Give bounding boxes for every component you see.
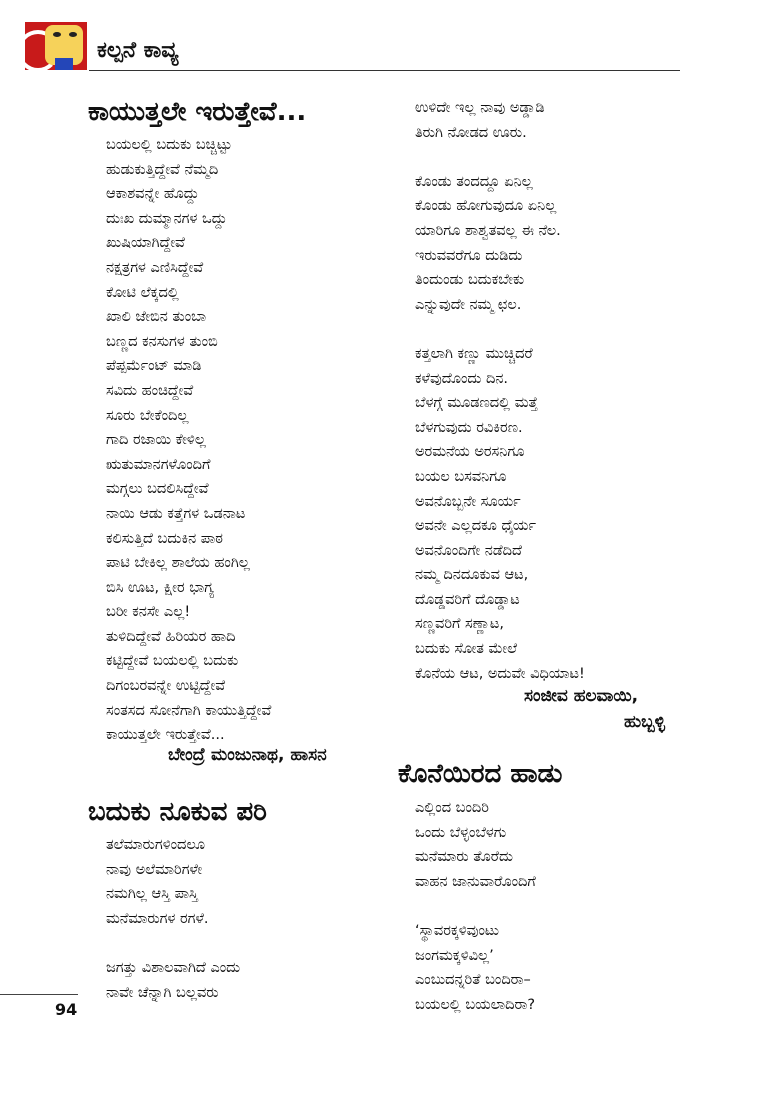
poem-line: ಬೆಳಗ್ಗೆ ಮೂಡಣದಲ್ಲಿ ಮತ್ತೆ bbox=[415, 395, 538, 412]
poem-3 bbox=[398, 758, 562, 790]
poem-line: ಎನ್ನುವುದೇ ನಮ್ಮ ಛಲ. bbox=[415, 296, 522, 313]
poem-line: ಕಾಯುತ್ತಲೇ ಇರುತ್ತೇವೆ... bbox=[106, 727, 225, 744]
poem-line: ಕಳೆವುದೊಂದು ದಿನ. bbox=[415, 370, 509, 387]
poem-line: ಬದುಕು ಸೋತ ಮೇಲೆ bbox=[415, 641, 518, 658]
poem-line: ಬಯಲಲ್ಲಿ ಬದುಕು ಬಚ್ಚಿಟ್ಟು bbox=[106, 137, 232, 153]
poem-line: ನಾವೇ ಚೆನ್ನಾಗಿ ಬಲ್ಲವರು bbox=[106, 984, 219, 1001]
poem-line: ಕೋಟಿ ಲೆಕ್ಕದಲ್ಲಿ bbox=[106, 284, 179, 301]
poem-1 bbox=[88, 96, 306, 128]
footer-divider bbox=[0, 994, 78, 995]
poem-line: ಇರುವವರೆಗೂ ದುಡಿದು bbox=[415, 247, 523, 264]
stanza-break bbox=[106, 931, 240, 956]
poem-line: ಖುಷಿಯಾಗಿದ್ದೇವೆ bbox=[106, 235, 185, 252]
poem-line: ಒಂದು ಬೆಳ್ಳಂಬೆಳಗು bbox=[415, 824, 507, 841]
poem-line: ಎಲ್ಲಿಂದ ಬಂದಿರಿ bbox=[415, 800, 489, 816]
poem-line: ತಿಂದುಂಡು ಬದುಕಬೇಕು bbox=[415, 272, 525, 289]
poem-3-title: ಕೊನೆಯಿರದ ಹಾಡು bbox=[398, 759, 563, 789]
poem-line: ಉಳಿದೇ ಇಲ್ಲ ನಾವು ಅಡ್ಡಾಡಿ bbox=[415, 100, 545, 116]
poem-line: ತಲೆಮಾರುಗಳಿಂದಲೂ bbox=[106, 837, 206, 853]
header-divider bbox=[89, 70, 680, 71]
poem-line: ತಿರುಗಿ ನೋಡದ ಊರು. bbox=[415, 124, 527, 141]
poem-2-title: ಬದುಕು ನೂಕುವ ಪರಿ bbox=[88, 797, 267, 827]
poem-line: ಕತ್ತಲಾಗಿ ಕಣ್ಣು ಮುಚ್ಚಿದರೆ bbox=[415, 345, 533, 362]
poem-line: ‘ಸ್ಥಾವರಕ್ಕಳಿವುಂಟು bbox=[415, 922, 499, 939]
stanza-break bbox=[415, 145, 585, 170]
poem-line: ಅವನೊಂದಿಗೇ ನಡೆದಿದೆ bbox=[415, 542, 522, 559]
poem-line: ಗಾದಿ ರಜಾಯಿ ಕೇಳಿಲ್ಲ bbox=[106, 432, 206, 449]
poem-line: ಸೂರು ಬೇಕೆಂದಿಲ್ಲ bbox=[106, 407, 189, 424]
poem-line: ವಾಹನ ಜಾನುವಾರೊಂದಿಗೆ bbox=[415, 873, 536, 890]
poem-2 bbox=[88, 796, 267, 828]
poem-line: ಕೊನೆಯ ಆಟ, ಅದುವೇ ವಿಧಿಯಾಟ! bbox=[415, 665, 585, 682]
poem-line: ಕಟ್ಟಿದ್ದೇವೆ ಬಯಲಲ್ಲಿ ಬದುಕು bbox=[106, 653, 239, 670]
poem-2-author-name: ಸಂಜೀವ ಹಲವಾಯಿ, bbox=[524, 686, 639, 706]
poem-line: ನಕ್ಷತ್ರಗಳ ಎಣಿಸಿದ್ದೇವೆ bbox=[106, 259, 204, 276]
poem-line: ದುಃಖ ದುಮ್ಮಾನಗಳ ಒದ್ದು bbox=[106, 210, 228, 227]
poem-3-lines bbox=[415, 796, 536, 1017]
poem-2-continued-lines bbox=[415, 96, 585, 686]
poem-line: ಬಿಸಿ ಊಟ, ಕ್ಷೀರ ಭಾಗ್ಯ bbox=[106, 579, 215, 596]
poem-2-author-place: ಹುಬ್ಬಳ್ಳಿ bbox=[624, 712, 665, 732]
poem-line: ಸವಿದು ಹಂಚಿದ್ದೇವೆ bbox=[106, 382, 194, 399]
poem-line: ಯಾರಿಗೂ ಶಾಶ್ವತವಲ್ಲ ಈ ನೆಲ. bbox=[415, 222, 561, 239]
poem-line: ಮನೆಮಾರುಗಳ ರಗಳೆ. bbox=[106, 910, 209, 927]
page-number: 94 bbox=[55, 1000, 78, 1019]
poem-line: ಸಣ್ಣವರಿಗೆ ಸಣ್ಣಾಟ, bbox=[415, 616, 504, 633]
poem-line: ಅವನೇ ಎಲ್ಲದಕೂ ಧೈರ್ಯ bbox=[415, 518, 536, 535]
section-title: ಕಲ್ಪನೆ ಕಾವ್ಯ bbox=[97, 38, 179, 63]
poem-line: ದಿಗಂಬರವನ್ನೇ ಉಟ್ಟಿದ್ದೇವೆ bbox=[106, 678, 226, 695]
poem-line: ಆಕಾಶವನ್ನೇ ಹೊದ್ದು bbox=[106, 186, 200, 203]
poem-line: ಅರಮನೆಯ ಅರಸನಿಗೂ bbox=[415, 444, 525, 461]
poem-line: ನಾವು ಅಲೆಮಾರಿಗಳೇ bbox=[106, 861, 203, 878]
poem-line: ಸಂತಸದ ಸೋನೆಗಾಗಿ ಕಾಯುತ್ತಿದ್ದೇವೆ bbox=[106, 702, 272, 719]
poem-line: ಎಂಬುದನ್ನರಿತೆ ಬಂದಿರಾ– bbox=[415, 972, 531, 989]
poem-line: ಅವನೊಬ್ಬನೇ ಸೂರ್ಯ bbox=[415, 493, 521, 510]
poem-line: ಪೆಪ್ಪರ್ಮೆಂಟ್ ಮಾಡಿ bbox=[106, 358, 202, 375]
poem-line: ಕಲಿಸುತ್ತಿದೆ ಬದುಕಿನ ಪಾಠ bbox=[106, 530, 223, 547]
poem-line: ದೊಡ್ಡವರಿಗೆ ದೊಡ್ಡಾಟ bbox=[415, 591, 520, 608]
poem-line: ಕೊಂಡು ತಂದದ್ದೂ ಏನಿಲ್ಲ bbox=[415, 173, 533, 190]
poem-2-lines bbox=[106, 833, 240, 1005]
poem-line: ನಮಗಿಲ್ಲ ಆಸ್ತಿ ಪಾಸ್ತಿ bbox=[106, 886, 198, 903]
poem-line: ಬೆಳಗುವುದು ರವಿಕಿರಣ. bbox=[415, 419, 523, 436]
poem-line: ಬಯಲಲ್ಲಿ ಬಯಲಾದಿರಾ? bbox=[415, 996, 536, 1013]
poem-line: ಖಾಲಿ ಜೇಬಿನ ತುಂಬಾ bbox=[106, 309, 207, 326]
poem-line: ನಾಯಿ ಆಡು ಕತ್ತೆಗಳ ಒಡನಾಟ bbox=[106, 505, 246, 522]
poem-line: ಮನೆಮಾರು ತೊರೆದು bbox=[415, 849, 513, 866]
poem-1-title: ಕಾಯುತ್ತಲೇ ಇರುತ್ತೇವೆ... bbox=[88, 97, 307, 127]
poem-line: ಜಗತ್ತು ವಿಶಾಲವಾಗಿದೆ ಎಂದು bbox=[106, 959, 241, 976]
poem-1-lines bbox=[106, 133, 271, 748]
poem-line: ಮಗ್ಗಲು ಬದಲಿಸಿದ್ದೇವೆ bbox=[106, 481, 209, 498]
poem-line: ಬರೀ ಕನಸೇ ಎಲ್ಲ! bbox=[106, 604, 191, 621]
poem-line: ಪಾಟಿ ಬೇಕಿಲ್ಲ ಶಾಲೆಯ ಹಂಗಿಲ್ಲ bbox=[106, 555, 250, 572]
poem-line: ನಮ್ಮ ದಿನದೂಕುವ ಆಟ, bbox=[415, 567, 529, 584]
poem-line: ಕೊಂಡು ಹೋಗುವುದೂ ಏನಿಲ್ಲ bbox=[415, 198, 557, 215]
poem-line: ಬಣ್ಣದ ಕನಸುಗಳ ತುಂಬಿ bbox=[106, 333, 218, 350]
stanza-break bbox=[415, 317, 585, 342]
page-header bbox=[25, 22, 680, 72]
poem-line: ಜಂಗಮಕ್ಕಳಿವಿಲ್ಲ’ bbox=[415, 947, 494, 964]
section-logo-icon bbox=[25, 22, 87, 70]
poem-1-author: ಬೇಂದ್ರೆ ಮಂಜುನಾಥ, ಹಾಸನ bbox=[168, 745, 327, 765]
poem-line: ಋತುಮಾನಗಳೊಂದಿಗೆ bbox=[106, 456, 211, 473]
stanza-break bbox=[415, 894, 536, 919]
poem-line: ಬಯಲ ಬಸವನಿಗೂ bbox=[415, 468, 507, 485]
poem-line: ತುಳಿದಿದ್ದೇವೆ ಹಿರಿಯರ ಹಾದಿ bbox=[106, 628, 236, 645]
poem-line: ಹುಡುಕುತ್ತಿದ್ದೇವೆ ನೆಮ್ಮದಿ bbox=[106, 161, 219, 178]
